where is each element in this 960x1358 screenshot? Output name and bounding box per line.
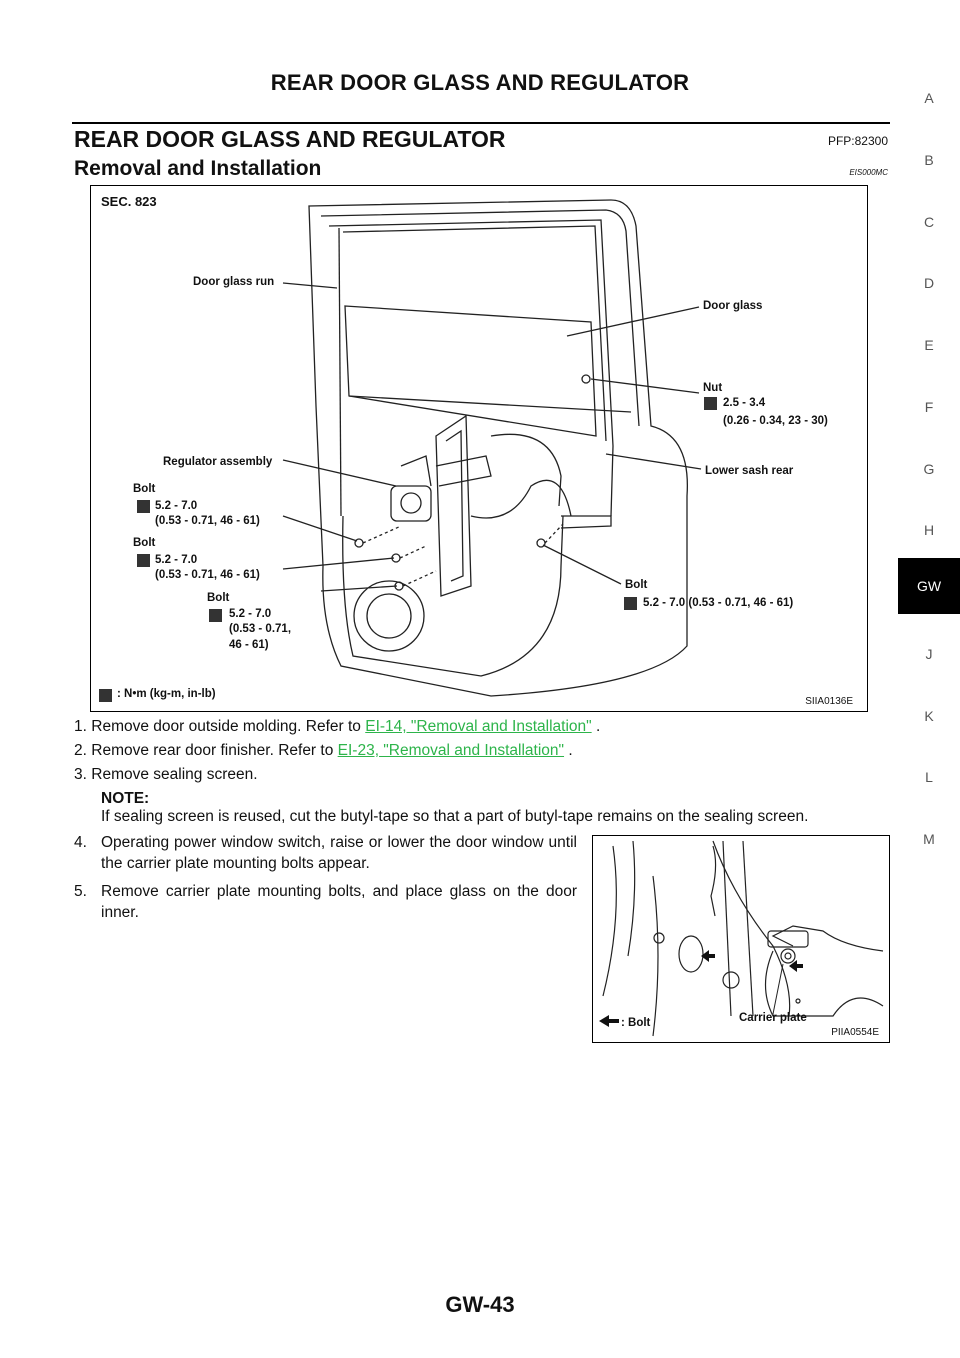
note-heading: NOTE:	[101, 790, 150, 807]
bolt1-torque-label: 5.2 - 7.0	[155, 500, 198, 512]
step-1: 1. Remove door outside molding. Refer to EI-14, "Removal and Installation" .	[74, 718, 601, 735]
index-tab-l[interactable]: L	[925, 769, 933, 785]
ei-14-link[interactable]: EI-14, "Removal and Installation"	[365, 718, 592, 735]
carrier-plate-figure	[592, 835, 890, 1043]
bolt-legend-label: : Bolt	[621, 1017, 651, 1029]
step-3: 3. Remove sealing screen.	[74, 766, 258, 783]
nut-torque-detail-label: (0.26 - 0.34, 23 - 30)	[723, 415, 828, 427]
step-2: 2. Remove rear door finisher. Refer to EI-23, "Removal and Installation" .	[74, 742, 573, 759]
sec-label: SEC. 823	[101, 194, 157, 209]
nut-label: Nut	[703, 382, 723, 394]
ei-23-link[interactable]: EI-23, "Removal and Installation"	[337, 742, 565, 759]
index-tab-b[interactable]: B	[924, 152, 934, 168]
figure2-id: PIIA0554E	[831, 1027, 879, 1038]
bolt2-torque-detail-label: (0.53 - 0.71, 46 - 61)	[155, 569, 260, 581]
bolt2-torque-label: 5.2 - 7.0	[155, 554, 198, 566]
door-glass-regulator-figure	[90, 185, 868, 712]
index-tab-k[interactable]: K	[924, 708, 934, 724]
document-code: EIS000MC	[849, 168, 888, 177]
index-tab-d[interactable]: D	[923, 275, 935, 291]
index-tab-e[interactable]: E	[924, 337, 934, 353]
note-text: If sealing screen is reused, cut the butyl-tape so that a part of butyl-tape remains on the sealing screen.	[101, 808, 809, 825]
regulator-assembly-label: Regulator assembly	[163, 456, 273, 468]
section-title: REAR DOOR GLASS AND REGULATOR	[74, 126, 506, 152]
bolt3-torque-detail-label: (0.53 - 0.71,	[229, 623, 292, 635]
bolt3-label: Bolt	[207, 592, 230, 604]
bolt4-torque-label: 5.2 - 7.0 (0.53 - 0.71, 46 - 61)	[643, 597, 794, 609]
pfp-code: PFP:82300	[827, 134, 888, 148]
door-glass-run-label: Door glass run	[193, 276, 275, 288]
page-header: REAR DOOR GLASS AND REGULATOR	[270, 70, 690, 95]
door-glass-label: Door glass	[703, 300, 763, 312]
lower-sash-rear-label: Lower sash rear	[705, 465, 794, 477]
index-tab-a[interactable]: A	[924, 90, 934, 106]
index-tab-g[interactable]: G	[923, 461, 935, 477]
door-illustration	[91, 186, 867, 711]
index-tab-j[interactable]: J	[925, 646, 933, 662]
subsection-title: Removal and Installation	[74, 157, 322, 180]
figure1-id: SIIA0136E	[805, 696, 853, 707]
index-tab-c[interactable]: C	[923, 214, 935, 230]
bolt1-label: Bolt	[133, 483, 156, 495]
bolt3-torque-label: 5.2 - 7.0	[229, 608, 272, 620]
header-rule	[72, 122, 890, 124]
page-number: GW-43	[445, 1292, 515, 1317]
carrier-plate-label: Carrier plate	[739, 1012, 807, 1024]
index-tab-f[interactable]: F	[924, 399, 934, 415]
bolt4-label: Bolt	[625, 579, 648, 591]
torque-legend-label: : N•m (kg-m, in-lb)	[117, 688, 216, 700]
index-tab-h[interactable]: H	[923, 522, 935, 538]
bolt1-torque-detail-label: (0.53 - 0.71, 46 - 61)	[155, 515, 260, 527]
nut-torque-label: 2.5 - 3.4	[723, 397, 766, 409]
index-tab-m[interactable]: M	[923, 831, 935, 847]
bolt3-torque-detail2-label: 46 - 61)	[229, 639, 269, 651]
index-tab-gw-active[interactable]: GW	[898, 558, 960, 614]
bolt2-label: Bolt	[133, 537, 156, 549]
